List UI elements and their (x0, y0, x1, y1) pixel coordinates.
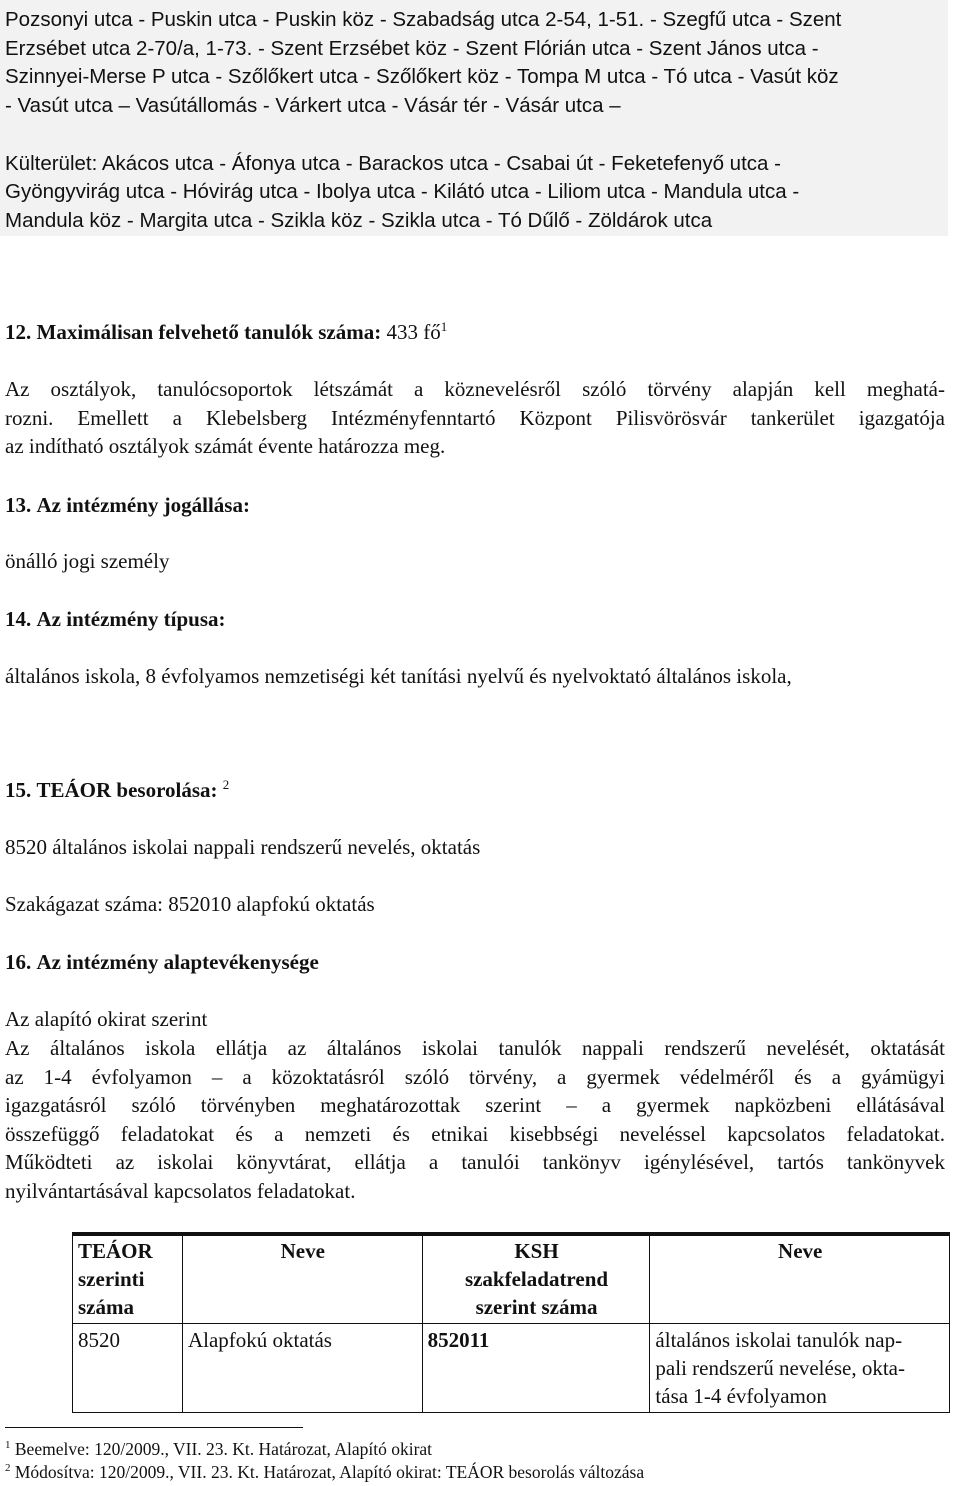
branch-number-line: Szakágazat száma: 852010 alapfokú oktatás (5, 892, 375, 916)
body-line: nyilvántartásával kapcsolatos feladatokat. (5, 1178, 356, 1203)
cell-ksh: 852011 (422, 1324, 650, 1413)
body-line: Az osztályok, tanulócsoportok létszámát a köznevelésről szóló törvény alapján kell meghatá- (5, 377, 945, 401)
address-line: Pozsonyi utca - Puskin utca - Puskin köz - Szabadság utca 2-54, 1-51. - Szegfű utca - Szent (5, 8, 842, 31)
footnote-ref: 2 (222, 777, 230, 792)
table-row (73, 1324, 950, 1413)
section-title: TEÁOR besorolása: (36, 778, 218, 802)
header-neve-2: Neve (650, 1235, 950, 1324)
cell-neve: Alapfokú oktatás (182, 1324, 422, 1413)
body-line: Az általános iskola ellátja az általános iskolai tanulók nappali rendszerű nevelését, oktatását (5, 1036, 945, 1060)
body-line: igazgatásról szóló törvényben meghatározottak szerint – a gyermek napközbeni ellátásával (5, 1093, 945, 1117)
activity-table (72, 1234, 950, 1413)
section-13-heading (5, 491, 250, 520)
institution-type-value: általános iskola, 8 évfolyamos nemzetiségi két tanítási nyelvű és nyelvoktató általános iskola, (5, 664, 792, 688)
section-title: Maximálisan felvehető tanulók száma: (36, 320, 382, 344)
section-number: 13. (5, 493, 32, 517)
footnote-ref: 1 (440, 319, 448, 334)
address-line: Szinnyei-Merse P utca - Szőlőkert utca - Szőlőkert köz - Tompa M utca - Tó utca - Vasút köz (5, 65, 839, 88)
address-line: - Vasút utca – Vasútállomás - Várkert utca - Vásár tér - Vásár utca – (5, 94, 621, 117)
body-line: az indítható osztályok számát évente határozza meg. (5, 434, 446, 458)
body-line: Működteti az iskolai könyvtárat, ellátja a tanulói tankönyv igénylésével, tartós tankönyvek (5, 1150, 945, 1174)
section-12-body (5, 375, 945, 461)
section-title: Az intézmény alaptevékenysége (36, 950, 319, 974)
footnote-2: $^2$ Módosítva: 120/2009., VII. 23. Kt. Határozat, Alapító okirat: TEÁOR besorolás változása (5, 1462, 645, 1482)
header-neve: Neve (182, 1235, 422, 1324)
cell-description: általános iskolai tanulók nap- pali rendszerű nevelése, okta- tása 1-4 évfolyamon (650, 1324, 950, 1413)
max-students-value: 433 fő (386, 320, 441, 344)
section-number: 14. (5, 607, 32, 631)
body-line: rozni. Emellett a Klebelsberg Intézményfenntartó Központ Pilisvörösvár tankerület igazgatója (5, 405, 945, 430)
footnote-separator (5, 1427, 303, 1428)
header-teaor: TEÁOR szerinti száma (73, 1235, 183, 1324)
legal-status-value: önálló jogi személy (5, 549, 170, 573)
kulterulet-line: Gyöngyvirág utca - Hóvirág utca - Ibolya utca - Kilátó utca - Liliom utca - Mandula utca - (5, 180, 800, 203)
section-title: Az intézmény jogállása: (36, 493, 250, 517)
section-12-heading (5, 318, 447, 347)
teaor-line: 8520 általános iskolai nappali rendszerű nevelés, oktatás (5, 835, 481, 859)
section-title: Az intézmény típusa: (36, 607, 226, 631)
header-ksh: KSH szakfeladatrend szerint száma (422, 1235, 650, 1324)
kulterulet-line: Külterület: Akácos utca - Áfonya utca - Barackos utca - Csabai út - Feketefenyő utca - (5, 152, 781, 175)
section-number: 12. (5, 320, 32, 344)
section-15-heading (5, 776, 229, 805)
cell-teaor: 8520 (73, 1324, 183, 1413)
section-14-heading (5, 605, 225, 634)
footnote-1: $^1$ Beemelve: 120/2009., VII. 23. Kt. Határozat, Alapító okirat (5, 1439, 433, 1459)
address-line: Erzsébet utca 2-70/a, 1-73. - Szent Erzsébet köz - Szent Flórián utca - Szent János utca - (5, 37, 819, 60)
section-16-heading (5, 948, 319, 977)
kulterulet-line: Mandula köz - Margita utca - Szikla köz - Szikla utca - Tó Dűlő - Zöldárok utca (5, 209, 713, 232)
table-header-row (73, 1235, 950, 1324)
section-16-body (5, 1034, 945, 1205)
section-16-intro: Az alapító okirat szerint (5, 1007, 208, 1031)
body-line: az 1-4 évfolyamon – a közoktatásról szóló törvény, a gyermek védelméről és a gyámügyi (5, 1064, 945, 1089)
section-number: 15. (5, 778, 32, 802)
section-number: 16. (5, 950, 32, 974)
body-line: összefüggő feladatokat és a nemzeti és etnikai kisebbségi neveléssel kapcsolatos feladatokat. (5, 1121, 945, 1146)
